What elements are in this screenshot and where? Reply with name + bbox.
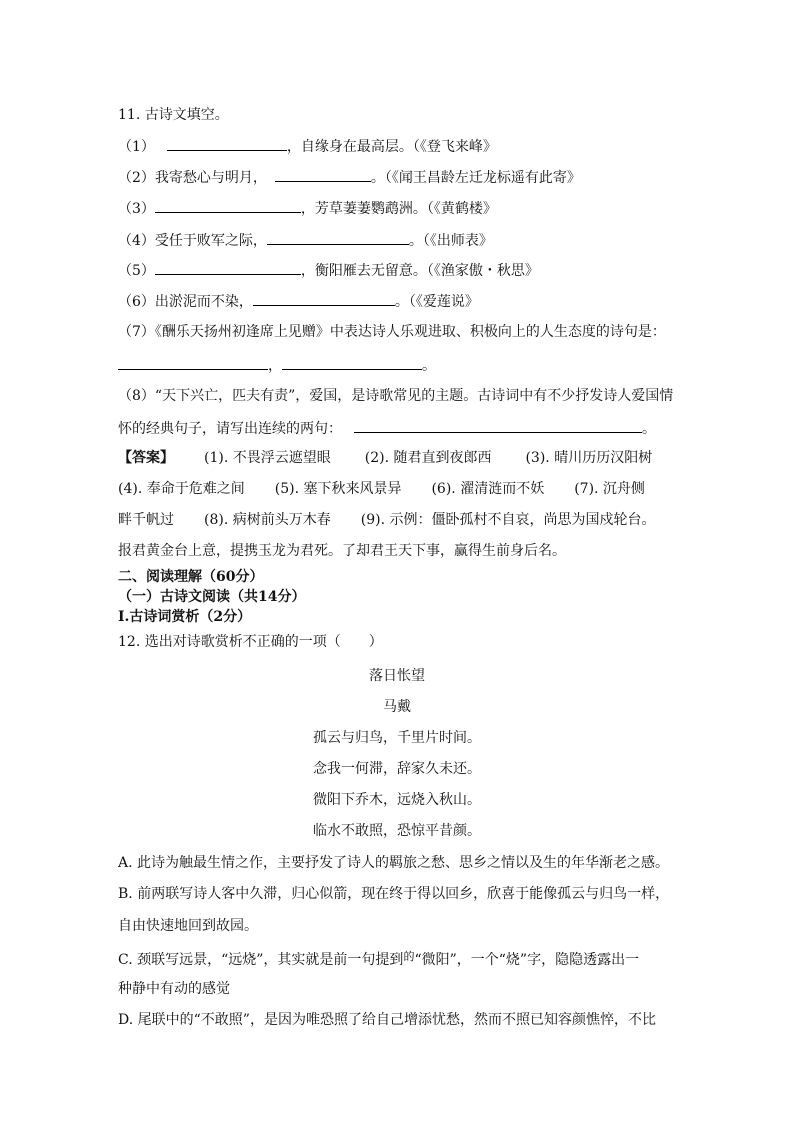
fill-item-8-line2 [118, 418, 656, 438]
answer-item: (2). 随君直到夜郎西 [364, 450, 492, 466]
item-source: （《登飞来峰》 [412, 139, 497, 155]
answer-blank[interactable] [282, 355, 422, 370]
option-b-line1: B. 前两联写诗人客中久滞，归心似箭，现在终于得以回乡，欣喜于能像孤云与归鸟一样， [118, 886, 670, 902]
item-text: ，芳草萋萋鹦鹉洲。 [300, 201, 427, 217]
fill-item-1 [118, 136, 497, 156]
question-12-title: 12. 选出对诗歌赏析不正确的一项（ ） [118, 634, 383, 650]
item-source: （《闻王昌龄左迁龙标遥有此寄》 [384, 170, 581, 186]
fill-item-6 [118, 291, 479, 311]
option-text: C. 颈联写远景，“远烧”，其实就是前一句提到 [118, 952, 404, 968]
section-2-heading: 二、阅读理解（60分） [118, 569, 264, 585]
item-source: （《出师表》 [422, 233, 493, 249]
poem-line: 孤云与归鸟，千里片时间。 [313, 730, 481, 746]
answer-blank[interactable] [118, 355, 268, 370]
poem-line: 微阳下乔木，远烧入秋山。 [313, 792, 481, 808]
item-number: （4） [118, 233, 155, 249]
subsection-heading: I.古诗词赏析（2分） [118, 609, 252, 625]
fill-item-3 [118, 198, 497, 218]
fill-item-8-line1: （8）“天下兴亡，匹夫有责”，爱国，是诗歌常见的主题。古诗词中有不少抒发诗人爱国情 [118, 388, 674, 404]
answer-blank[interactable] [155, 198, 301, 213]
answer-item: (1). 不畏浮云遮望眼 [204, 450, 331, 466]
fill-item-4 [118, 230, 493, 250]
answer-item: (6). 濯清涟而不妖 [431, 481, 545, 497]
answer-blank[interactable] [354, 418, 642, 433]
answer-item: (8). 病树前头万木春 [204, 512, 331, 528]
answer-label: 【答案】 [118, 450, 174, 466]
item-text: ，自缘身在最高层。 [286, 139, 413, 155]
answer-blank[interactable] [155, 260, 301, 275]
item-text: 。 [422, 358, 436, 374]
item-source: （《渔家傲・秋思》 [426, 263, 539, 279]
option-text: 的 [403, 950, 415, 963]
answer-item: 畔千帆过 [118, 512, 174, 528]
option-a: A. 此诗为触最生情之作，主要抒发了诗人的羁旅之愁、思乡之情以及生的年华渐老之感。 [118, 855, 670, 871]
item-number: （3） [118, 201, 155, 217]
item-text: 。 [370, 170, 385, 186]
answer-item: (3). 晴川历历汉阳树 [525, 450, 653, 466]
answer-blank[interactable] [167, 136, 287, 151]
fill-item-7: （7）《酬乐天扬州初逢席上见赠》中表达诗人乐观进取、积极向上的人生态度的诗句是： [118, 324, 666, 340]
answer-item: (4). 奉命于危难之间 [118, 481, 245, 497]
poem-line: 临水不敢照，恐惊平昔颜。 [313, 823, 481, 839]
answer-line-3 [118, 511, 655, 529]
answer-item: (7). 沉舟侧 [574, 481, 645, 497]
fill-item-5 [118, 260, 539, 280]
answer-blank[interactable] [275, 167, 371, 182]
item-text: 怀的经典句子，请写出连续的两句： [118, 421, 342, 437]
answer-blank[interactable] [253, 291, 395, 306]
option-c-line2: 种静中有动的感觉 [118, 981, 230, 997]
option-c-line1 [118, 948, 639, 969]
item-number: （1） [118, 139, 155, 155]
item-source: （《爱莲说》 [408, 294, 479, 310]
answer-item: (9). 示例：僵卧孤村不自哀，尚思为国戍轮台。 [360, 512, 656, 528]
item-text: ， [268, 358, 282, 374]
item-text: 。 [394, 294, 409, 310]
item-source: （《黄鹤楼》 [426, 201, 497, 217]
item-number: （2） [118, 170, 155, 186]
fill-item-2 [118, 167, 581, 187]
item-text: 。 [408, 233, 423, 249]
item-number: （5） [118, 263, 155, 279]
option-text: “微阳”，一个“烧”字，隐隐透露出一 [414, 952, 640, 968]
subsection-heading: （一）古诗文阅读（共14分） [118, 589, 306, 605]
answer-item: (5). 塞下秋来风景异 [274, 481, 402, 497]
question-11-title: 11. 古诗文填空。 [118, 107, 229, 123]
item-text: 出淤泥而不染， [154, 294, 253, 310]
poem-author: 马戴 [383, 699, 411, 715]
item-text: 受任于败军之际， [154, 233, 267, 249]
item-number: （6） [118, 294, 155, 310]
fill-item-7-blanks [118, 355, 436, 375]
option-d-line1: D. 尾联中的“不敢照”，是因为唯恐照了给自己增添忧愁，然而不照已知容颜憔悴，不比 [118, 1012, 656, 1028]
answer-line-2 [118, 480, 645, 498]
poem-line: 念我一何滞，辞家久未还。 [313, 761, 481, 777]
item-text: 我寄愁心与明月， [154, 170, 267, 186]
answer-line-4: 报君黄金台上意，提携玉龙为君死。了却君王天下事，赢得生前身后名。 [118, 543, 566, 559]
item-text: ，衡阳雁去无留意。 [300, 263, 427, 279]
poem-title: 落日怅望 [369, 668, 425, 684]
answer-line-1 [118, 449, 652, 467]
item-text: 。 [642, 421, 656, 437]
answer-blank[interactable] [267, 230, 409, 245]
option-b-line2: 自由快速地回到故园。 [118, 918, 258, 934]
